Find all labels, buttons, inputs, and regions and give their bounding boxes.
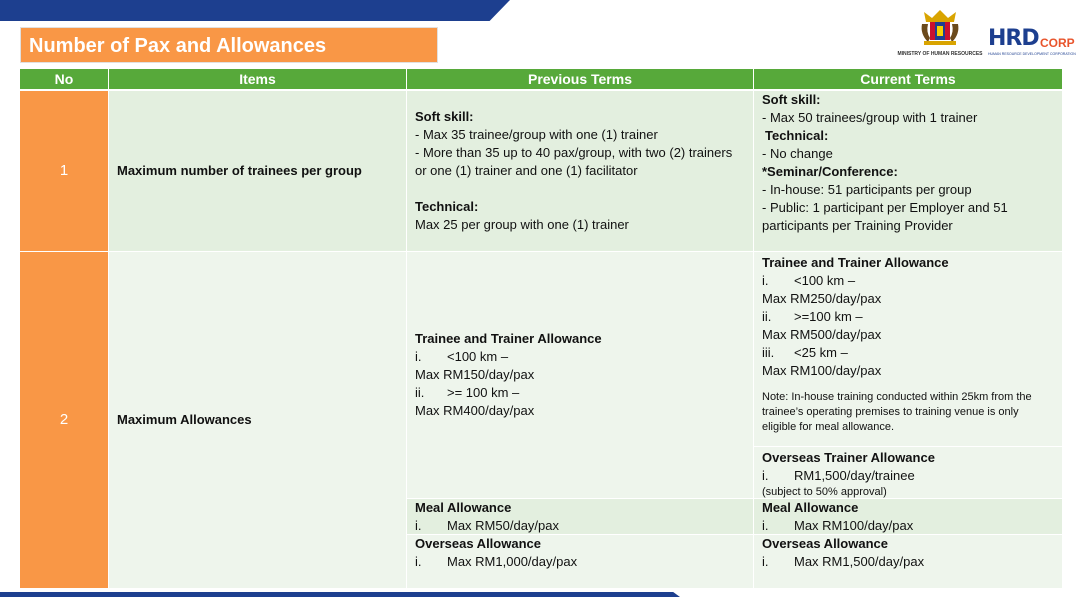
term-line [762, 517, 1054, 535]
allowance-title: Meal Allowance [762, 500, 859, 515]
allowance-title: Overseas Allowance [415, 536, 541, 551]
allowance-title: Overseas Allowance [762, 536, 888, 551]
term-line: Max RM500/day/pax [762, 327, 882, 342]
row-2-previous-meal [407, 499, 754, 535]
list-text: Max RM1,500/day/pax [794, 554, 925, 569]
list-number: iii. [762, 345, 775, 360]
list-text: <100 km – [447, 349, 509, 364]
hrd-wordmark: HRD [988, 26, 1039, 51]
term-line: - Public: 1 participant per Employer and 51 participants per Training Provider [762, 200, 1008, 233]
seminar-title: *Seminar/Conference: [762, 164, 898, 179]
term-line [762, 553, 1054, 571]
list-text: >=100 km – [794, 309, 863, 324]
row-number-text: 1 [59, 162, 69, 179]
term-line: Max RM150/day/pax [415, 367, 535, 382]
term-line [415, 553, 745, 571]
term-line [415, 517, 745, 535]
term-line [762, 272, 1054, 290]
list-number: i. [762, 468, 769, 483]
term-line [762, 467, 1054, 485]
row-2-current-overseas-trainer [754, 447, 1062, 499]
row-2-previous-trainee-trainer [407, 252, 754, 499]
row-2-current-meal [754, 499, 1062, 535]
list-text: <100 km – [794, 273, 856, 288]
term-line: - Max 35 trainee/group with one (1) trainer [415, 127, 658, 142]
row-1-number [20, 91, 109, 252]
row-2-item [109, 252, 407, 589]
term-line: - Max 50 trainees/group with 1 trainer [762, 110, 978, 125]
term-line: - No change [762, 146, 833, 161]
term-line [415, 348, 745, 366]
row-1-current-terms [754, 91, 1062, 252]
list-number: ii. [415, 385, 425, 400]
term-line: - In-house: 51 participants per group [762, 182, 972, 197]
allowance-title: Trainee and Trainer Allowance [415, 331, 602, 346]
list-text: RM1,500/day/trainee [794, 468, 915, 483]
ministry-caption: MINISTRY OF HUMAN RESOURCES [897, 51, 983, 57]
term-line [415, 384, 745, 402]
allowance-title: Overseas Trainer Allowance [762, 450, 935, 465]
technical-title: Technical: [415, 199, 479, 214]
coat-of-arms-icon [918, 8, 962, 48]
term-line [762, 308, 1054, 326]
soft-skill-title: Soft skill: [415, 109, 474, 124]
row-1-previous-terms [407, 91, 754, 252]
top-banner-bar [0, 0, 510, 21]
corp-wordmark: CORP [1040, 36, 1075, 50]
approval-note: (subject to 50% approval) [762, 486, 887, 498]
bottom-banner-bar [0, 592, 680, 597]
list-number: i. [415, 349, 422, 364]
list-number: i. [762, 273, 769, 288]
row-1-item [109, 91, 407, 252]
term-line: Max RM100/day/pax [762, 363, 882, 378]
list-number: i. [762, 518, 769, 533]
row-2-current-trainee-trainer [754, 252, 1062, 447]
slide-title-box [20, 27, 438, 63]
list-number: i. [762, 554, 769, 569]
soft-skill-title: Soft skill: [762, 92, 821, 107]
hrd-tagline: HUMAN RESOURCE DEVELOPMENT CORPORATION [988, 52, 1076, 56]
ministry-logo [896, 8, 984, 60]
item-label: Maximum Allowances [117, 412, 252, 427]
list-text: Max RM50/day/pax [447, 518, 559, 533]
list-number: ii. [762, 309, 772, 324]
row-2-number [20, 252, 109, 589]
allowance-title: Meal Allowance [415, 500, 512, 515]
term-line: Max RM400/day/pax [415, 403, 535, 418]
list-text: >= 100 km – [447, 385, 520, 400]
row-2-current-overseas [754, 535, 1062, 589]
item-label: Maximum number of trainees per group [117, 163, 362, 178]
header-items: Items [109, 69, 407, 89]
term-line [762, 344, 1054, 362]
list-text: <25 km – [794, 345, 848, 360]
header-no: No [20, 69, 109, 89]
allowance-title: Trainee and Trainer Allowance [762, 255, 949, 270]
row-number-text: 2 [59, 411, 69, 428]
list-text: Max RM1,000/day/pax [447, 554, 578, 569]
term-line: Max 25 per group with one (1) trainer [415, 217, 629, 232]
slide-title: Number of Pax and Allowances [29, 35, 327, 57]
list-number: i. [415, 554, 422, 569]
header-current-terms: Current Terms [754, 69, 1062, 89]
term-line: - More than 35 up to 40 pax/group, with two (2) trainers or one (1) trainer and one (1) facilitator [415, 145, 733, 178]
row-2-previous-overseas [407, 535, 754, 589]
list-number: i. [415, 518, 422, 533]
hrd-corp-logo [988, 26, 1084, 60]
header-previous-terms: Previous Terms [407, 69, 754, 89]
technical-title: Technical: [765, 128, 829, 143]
term-line: Max RM250/day/pax [762, 291, 882, 306]
list-text: Max RM100/day/pax [794, 518, 914, 533]
allowance-note: Note: In-house training conducted within 25km from the trainee’s operating premises to training venue is only eligible for meal allowance. [762, 391, 1032, 433]
